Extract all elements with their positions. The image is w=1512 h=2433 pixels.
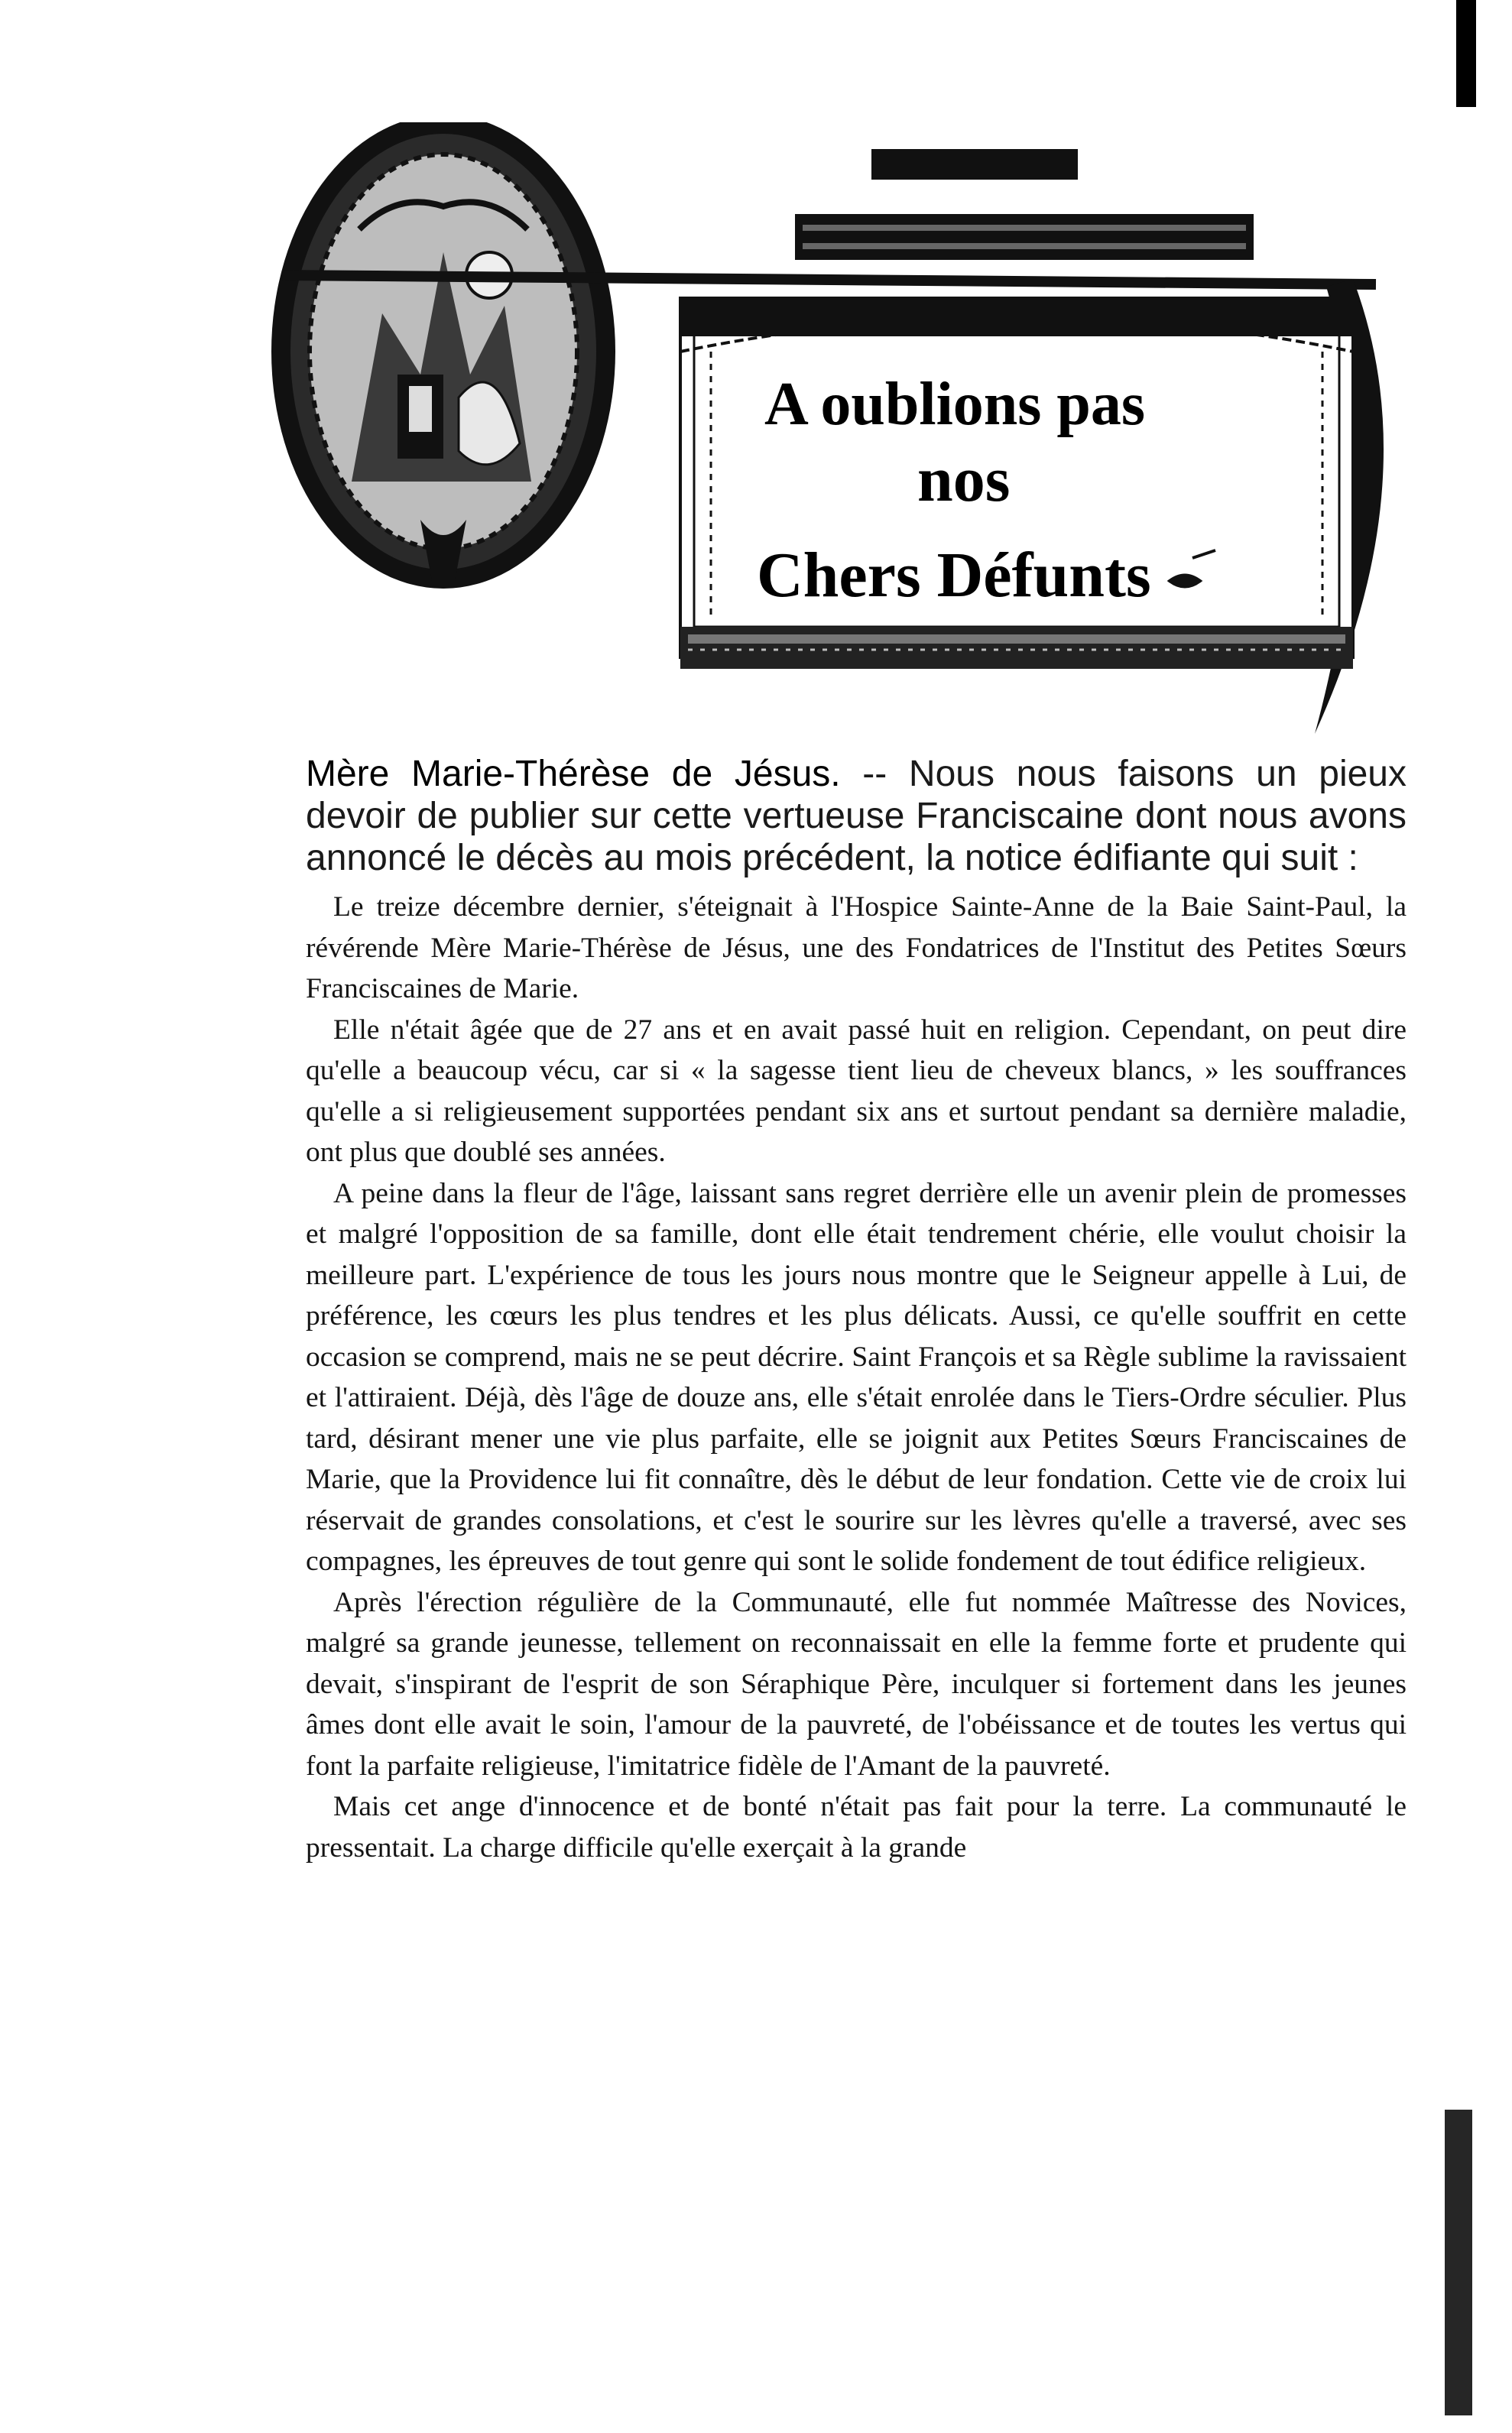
article-subject-name: Mère Marie-Thérèse de Jésus. [306, 754, 841, 794]
banner-top-strip [795, 214, 1254, 260]
banner-frame [680, 298, 1353, 669]
article-paragraph: Après l'érection régulière de la Communauté, elle fut nommée Maîtresse des Novices, malgré sa grande jeunesse, tellement on reconnaissait en elle la femme forte et prudente qui devait, s'inspirant de l'esprit de son Séraphique Père, inculquer si fortement dans les jeunes âmes dont elle avait le soin, l'amour de la pauvreté, de l'obéissance et de toutes les vertus qui font la parfaite religieuse, l'imitatrice fidèle de l'Amant de la pauvreté. [306, 1586, 1407, 1782]
article-paragraph: Elle n'était âgée que de 27 ans et en avait passé huit en religion. Cependant, on peut dire qu'elle a beaucoup vécu, car si « la sagesse tient lieu de cheveux blancs, » les souffrances qu'elle a si religieusement supportées pendant six ans et surtout pendant sa dernière maladie, ont plus que doublé ses années. [306, 1014, 1407, 1168]
article-paragraph: Le treize décembre dernier, s'éteignait à l'Hospice Sainte-Anne de la Baie Saint-Paul, la révérende Mère Marie-Thérèse de Jésus, une des Fondatrices de l'Institut des Petites Sœurs Franciscaines de Marie. [306, 891, 1407, 1004]
banner-top-plate [871, 149, 1078, 180]
banner-title-line3: Chers Défunts [757, 540, 1151, 611]
header-ornament [268, 122, 1384, 749]
medallion-illustration [271, 122, 615, 589]
article-paragraph: A peine dans la fleur de l'âge, laissant sans regret derrière elle un avenir plein de promesses et malgré l'opposition de sa famille, dont elle était tendrement chérie, elle voulut choisir la meilleure part. L'expérience de tous les jours nous montre que le Seigneur appelle à Lui, de préférence, les cœurs les plus tendres et les plus délicats. Aussi, ce qu'elle souffrit en cette occasion se comprend, mais ne se peut décrire. Saint François et sa Règle sublime la ravissaient et l'attiraient. Déjà, dès l'âge de douze ans, elle s'était enrolée dans le Tiers-Ordre séculier. Plus tard, désirant mener une vie plus parfaite, elle se joignit aux Petites Sœurs Franciscaines de Marie, que la Providence lui fit connaître, dès le début de leur fondation. Cette vie de croix lui réservait de grandes consolations, et c'est le sourire sur les lèvres qu'elle a traversé, avec ses compagnes, les épreuves de tout genre qui sont le solide fondement de tout édifice religieux. [306, 1177, 1407, 1577]
banner-title-line1: A oublions pas [764, 371, 1146, 438]
article-lead-text: -- Nous nous faisons un pieux devoir de publier sur cette vertueuse Franciscaine dont nous avons annoncé le décès au mois précédent, la notice édifiante qui suit : [306, 754, 1407, 878]
scan-edge-top [1456, 0, 1476, 107]
scan-edge-bottom [1445, 2110, 1472, 2415]
banner-title-line2: nos [917, 444, 1011, 515]
article-lead [306, 753, 1407, 879]
article-paragraph: Mais cet ange d'innocence et de bonté n'était pas fait pour la terre. La communauté le pressentait. La charge difficile qu'elle exerçait à la grande [306, 1791, 1407, 1864]
article-body [306, 753, 1407, 1868]
